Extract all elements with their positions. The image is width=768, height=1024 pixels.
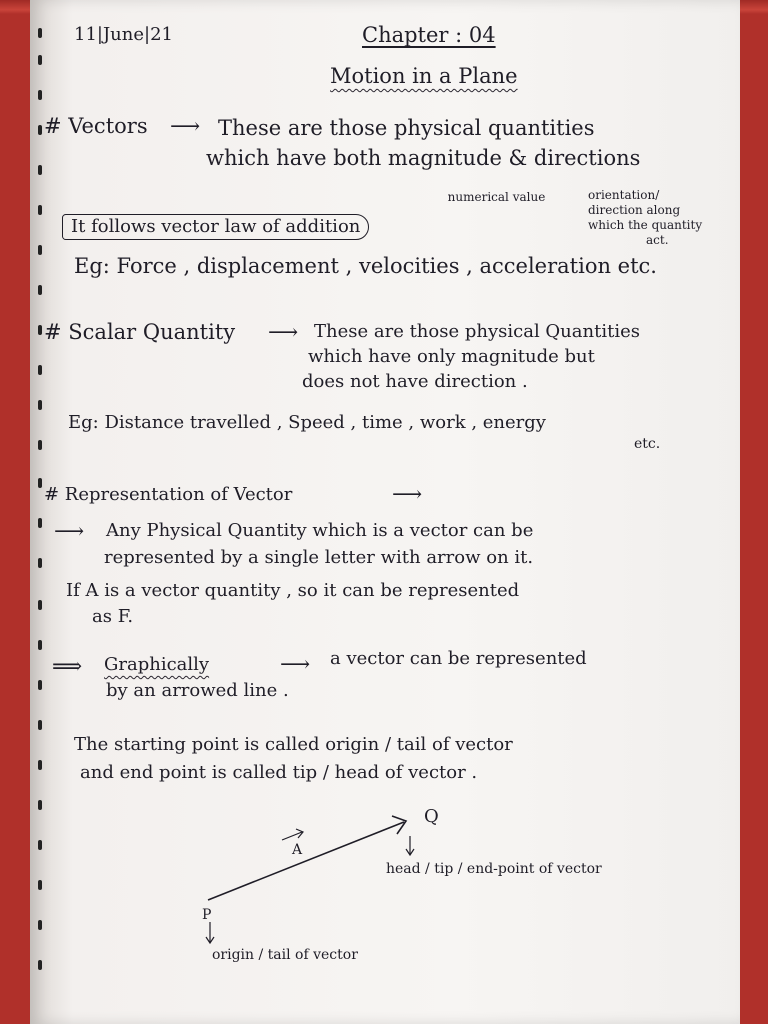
right-arrow-icon: ⟶ <box>170 114 201 138</box>
scalar-definition-line3: does not have direction . <box>302 371 528 392</box>
direction-note-line: which the quantity <box>588 218 703 232</box>
magnitude-note: numerical value <box>447 190 546 204</box>
scalar-example: Eg: Distance travelled , Speed , time , work , energy <box>68 412 546 433</box>
vectors-definition-line1: These are those physical quantities <box>218 116 595 140</box>
right-arrow-icon: ⟶ <box>54 519 85 543</box>
vector-line <box>208 822 404 900</box>
representation-point1-line2: represented by a single letter with arrow on it. <box>104 547 534 568</box>
scalar-definition-line2: which have only magnitude but <box>308 346 595 367</box>
graph-line1: a vector can be represented <box>330 648 587 669</box>
scalar-example-etc: etc. <box>634 436 661 452</box>
representation-heading: # Representation of Vector <box>44 484 293 505</box>
scalar-definition-line1: These are those physical Quantities <box>314 321 640 342</box>
date: 11|June|21 <box>74 24 173 45</box>
origin-tip-line1: The starting point is called origin / tail of vector <box>74 734 513 755</box>
right-arrow-icon: ⟶ <box>280 652 311 676</box>
representation-point2-line2: as F. <box>92 606 134 627</box>
origin-tip-line2: and end point is called tip / head of vector . <box>80 762 478 783</box>
representation-point2-line1: If A is a vector quantity , so it can be represented <box>66 580 520 601</box>
right-arrow-icon: ⟶ <box>392 482 423 506</box>
graphically-label: Graphically <box>104 654 210 675</box>
representation-point1-line1: Any Physical Quantity which is a vector can be <box>106 520 534 541</box>
law-of-addition-box: It follows vector law of addition <box>62 214 369 240</box>
double-arrow-icon: ⟹ <box>52 654 83 678</box>
direction-note-line: act. <box>646 233 669 247</box>
vectors-heading: # Vectors <box>44 114 148 138</box>
page-title: Motion in a Plane <box>330 64 518 88</box>
direction-note-line: orientation/ <box>588 188 660 202</box>
end-point-label: Q <box>424 806 439 827</box>
scalar-heading: # Scalar Quantity <box>44 320 236 344</box>
vectors-example: Eg: Force , displacement , velocities , acceleration etc. <box>74 254 657 278</box>
direction-note-line: direction along <box>588 203 681 217</box>
chapter-title: Chapter : 04 <box>362 23 496 47</box>
vectors-definition-line2: which have both magnitude & directions <box>206 146 641 170</box>
graph-line2: by an arrowed line . <box>106 680 289 701</box>
right-arrow-icon: ⟶ <box>268 320 299 344</box>
vector-arrowhead <box>392 816 406 834</box>
vector-label: A <box>292 842 303 858</box>
start-point-label: P <box>202 907 212 923</box>
origin-tail-label: origin / tail of vector <box>212 947 358 963</box>
head-tip-label: head / tip / end-point of vector <box>386 861 602 877</box>
